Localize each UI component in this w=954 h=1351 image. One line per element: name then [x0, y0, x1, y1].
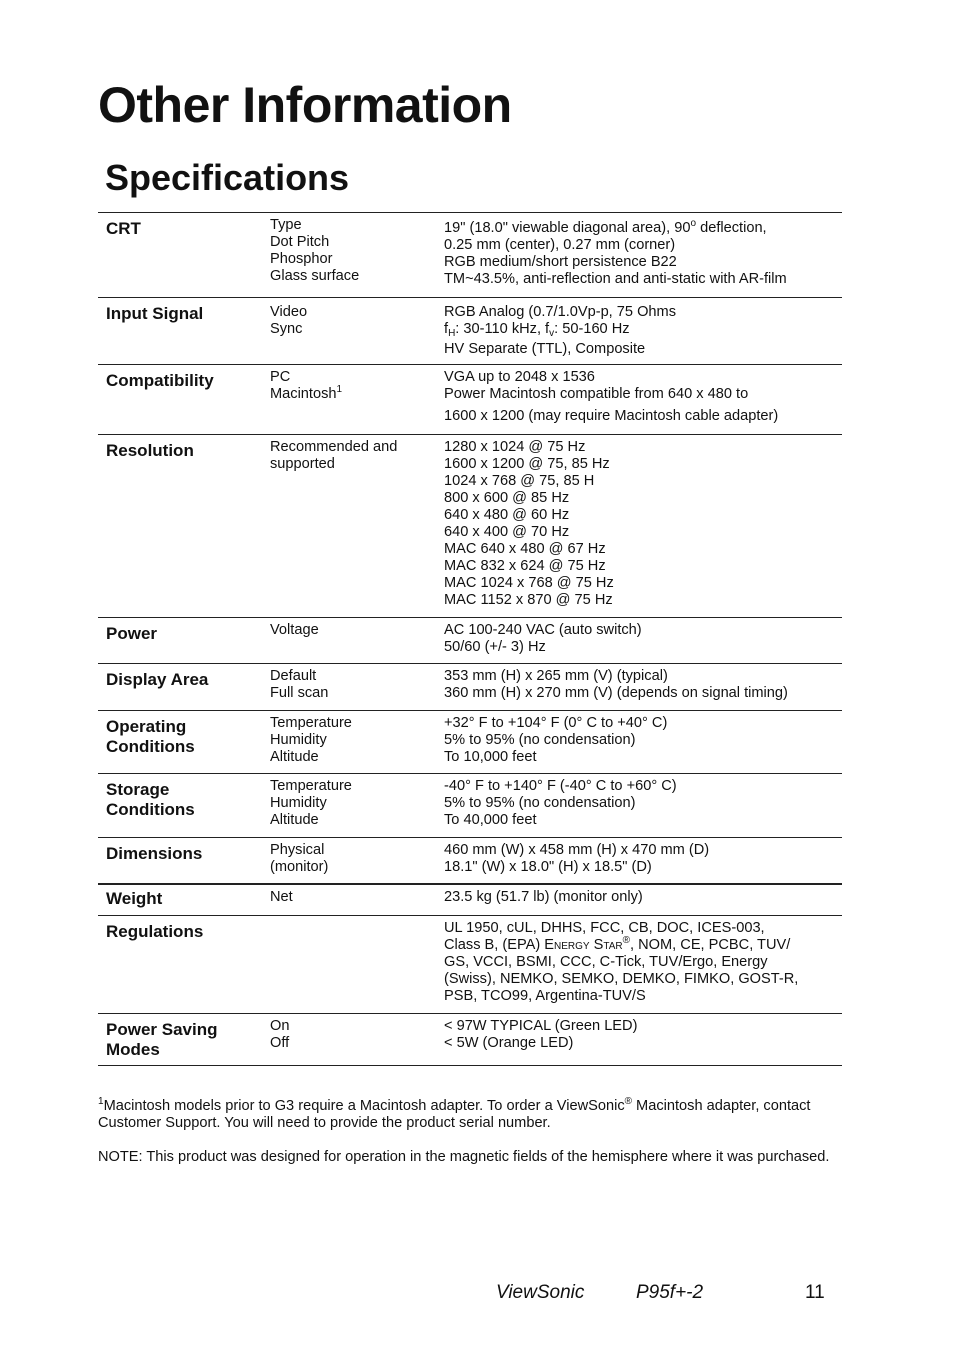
- spec-value: 640 x 480 @ 60 Hz: [444, 507, 570, 523]
- section-title: Specifications: [105, 157, 350, 198]
- spec-label: Humidity: [270, 732, 327, 748]
- spec-labels: [270, 618, 444, 663]
- spec-category: Compatibility: [106, 371, 214, 390]
- spec-values: [444, 916, 842, 1013]
- spec-labels: [270, 838, 444, 883]
- spec-category: Regulations: [106, 922, 204, 941]
- spec-values: [444, 435, 842, 617]
- spec-label: Voltage: [270, 622, 319, 638]
- spec-value: GS, VCCI, BSMI, CCC, C-Tick, TUV/Ergo, Energy: [444, 954, 768, 970]
- spec-label: Macintosh$^1$: [270, 384, 343, 402]
- spec-value: 23.5 kg (51.7 lb) (monitor only): [444, 889, 643, 905]
- spec-value: TM~43.5%, anti-reflection and anti-static with AR-film: [444, 271, 787, 287]
- spec-value: 1024 x 768 @ 75, 85 H: [444, 473, 595, 489]
- spec-label: Video: [270, 304, 308, 320]
- note-magnetic-fields: NOTE: This product was designed for operation in the magnetic fields of the hemisphere where it was purchased.: [98, 1149, 830, 1165]
- spec-values: [444, 1014, 842, 1065]
- spec-labels: [270, 711, 444, 773]
- spec-label: Altitude: [270, 749, 319, 765]
- spec-value: < 97W TYPICAL (Green LED): [444, 1018, 638, 1034]
- spec-label: (monitor): [270, 859, 329, 875]
- spec-value: $f_H$: 30-110 kHz, $f_v$: 50-160 Hz: [444, 321, 630, 339]
- spec-row-operating-conditions: [98, 711, 842, 774]
- spec-labels: [270, 213, 444, 297]
- spec-label: On: [270, 1018, 290, 1034]
- spec-row-display-area: [98, 664, 842, 711]
- spec-labels: [270, 664, 444, 710]
- spec-value: -40° F to +140° F (-40° C to +60° C): [444, 778, 677, 794]
- footnotes: [98, 1098, 838, 1183]
- spec-label: Sync: [270, 321, 303, 337]
- spec-label: Net: [270, 889, 293, 905]
- spec-values: [444, 711, 842, 773]
- specifications-table: [98, 212, 842, 1066]
- spec-row-compatibility: [98, 365, 842, 435]
- spec-values: [444, 664, 842, 710]
- spec-row-power-saving-modes: [98, 1014, 842, 1066]
- spec-labels: [270, 365, 444, 434]
- spec-values: [444, 213, 842, 297]
- spec-label: PC: [270, 369, 291, 385]
- spec-row-weight: [98, 885, 842, 916]
- spec-category: Power: [106, 624, 158, 643]
- spec-value: 353 mm (H) x 265 mm (V) (typical): [444, 668, 668, 684]
- spec-value: 18.1" (W) x 18.0" (H) x 18.5" (D): [444, 859, 652, 875]
- spec-value: MAC 1024 x 768 @ 75 Hz: [444, 575, 614, 591]
- spec-value: +32° F to +104° F (0° C to +40° C): [444, 715, 668, 731]
- spec-value: MAC 640 x 480 @ 67 Hz: [444, 541, 606, 557]
- spec-label: Off: [270, 1035, 290, 1051]
- spec-value: MAC 832 x 624 @ 75 Hz: [444, 558, 606, 574]
- spec-category: Operating Conditions: [106, 717, 195, 756]
- spec-value: 1280 x 1024 @ 75 Hz: [444, 439, 586, 455]
- spec-category: CRT: [106, 219, 141, 238]
- footer-model: P95f+-2: [636, 1282, 704, 1303]
- spec-category: Input Signal: [106, 304, 204, 323]
- spec-values: [444, 838, 842, 883]
- spec-row-resolution: [98, 435, 842, 618]
- footer-brand: ViewSonic: [496, 1282, 585, 1303]
- spec-value: 360 mm (H) x 270 mm (V) (depends on signal timing): [444, 685, 788, 701]
- spec-values: [444, 618, 842, 663]
- spec-value: 1600 x 1200 (may require Macintosh cable adapter): [444, 408, 779, 424]
- spec-value: To 40,000 feet: [444, 812, 537, 828]
- spec-labels: [270, 298, 444, 364]
- spec-value: 640 x 400 @ 70 Hz: [444, 524, 570, 540]
- spec-value: RGB medium/short persistence B22: [444, 254, 677, 270]
- spec-value: < 5W (Orange LED): [444, 1035, 574, 1051]
- spec-value: (Swiss), NEMKO, SEMKO, DEMKO, FIMKO, GOST-R,: [444, 971, 799, 987]
- spec-value: To 10,000 feet: [444, 749, 537, 765]
- spec-labels: [270, 774, 444, 837]
- spec-category: Resolution: [106, 441, 194, 460]
- spec-value: Power Macintosh compatible from 640 x 480 to: [444, 386, 749, 402]
- spec-value: 19" (18.0" viewable diagonal area), 90$^o$ deflection,: [444, 218, 767, 236]
- spec-label: Dot Pitch: [270, 234, 330, 250]
- spec-value: UL 1950, cUL, DHHS, FCC, CB, DOC, ICES-003,: [444, 920, 765, 936]
- footnote-macintosh: $^1$Macintosh models prior to G3 require a Macintosh adapter. To order a ViewSonic® Macintosh adapter, contact Customer Support. You will need to provide the product serial number.: [98, 1096, 811, 1131]
- spec-value: 5% to 95% (no condensation): [444, 795, 636, 811]
- spec-category: Power Saving Modes: [106, 1020, 218, 1059]
- spec-label: Recommended and: [270, 439, 398, 455]
- spec-value: HV Separate (TTL), Composite: [444, 341, 646, 357]
- spec-values: [444, 365, 842, 434]
- spec-category: Storage Conditions: [106, 780, 195, 819]
- spec-values: [444, 298, 842, 364]
- spec-value: 460 mm (W) x 458 mm (H) x 470 mm (D): [444, 842, 710, 858]
- spec-label: Default: [270, 668, 317, 684]
- spec-category: Dimensions: [106, 844, 203, 863]
- spec-label: Type: [270, 217, 302, 233]
- spec-label: Full scan: [270, 685, 329, 701]
- spec-label: Phosphor: [270, 251, 333, 267]
- spec-value: 800 x 600 @ 85 Hz: [444, 490, 570, 506]
- spec-row-input-signal: [98, 298, 842, 365]
- spec-value: VGA up to 2048 x 1536: [444, 369, 595, 385]
- spec-category: Display Area: [106, 670, 209, 689]
- spec-value: AC 100-240 VAC (auto switch): [444, 622, 642, 638]
- spec-value: 50/60 (+/- 3) Hz: [444, 639, 546, 655]
- spec-labels: [270, 1014, 444, 1065]
- spec-value: PSB, TCO99, Argentina-TUV/S: [444, 988, 646, 1004]
- spec-label: Altitude: [270, 812, 319, 828]
- spec-value: RGB Analog (0.7/1.0Vp-p, 75 Ohms: [444, 304, 677, 320]
- spec-row-crt: [98, 213, 842, 298]
- spec-labels: [270, 885, 444, 915]
- spec-labels: [270, 435, 444, 617]
- spec-label: Temperature: [270, 715, 352, 731]
- spec-values: [444, 774, 842, 837]
- spec-row-storage-conditions: [98, 774, 842, 838]
- spec-label: supported: [270, 456, 335, 472]
- page-title: Other Information: [98, 77, 512, 133]
- spec-row-regulations: [98, 916, 842, 1014]
- spec-value: 0.25 mm (center), 0.27 mm (corner): [444, 237, 676, 253]
- spec-label: Humidity: [270, 795, 327, 811]
- spec-label: Physical: [270, 842, 325, 858]
- spec-category: Weight: [106, 889, 163, 908]
- spec-values: [444, 885, 842, 915]
- spec-labels: [270, 916, 444, 1013]
- footer-page-number: 11: [805, 1282, 825, 1303]
- spec-row-dimensions: [98, 838, 842, 885]
- spec-value: 5% to 95% (no condensation): [444, 732, 636, 748]
- spec-value: 1600 x 1200 @ 75, 85 Hz: [444, 456, 610, 472]
- spec-value: Class B, (EPA) Energy Star®, NOM, CE, PCBC, TUV/: [444, 935, 791, 953]
- spec-row-power: [98, 618, 842, 664]
- spec-label: Temperature: [270, 778, 352, 794]
- spec-value: MAC 1152 x 870 @ 75 Hz: [444, 592, 613, 608]
- spec-label: Glass surface: [270, 268, 360, 284]
